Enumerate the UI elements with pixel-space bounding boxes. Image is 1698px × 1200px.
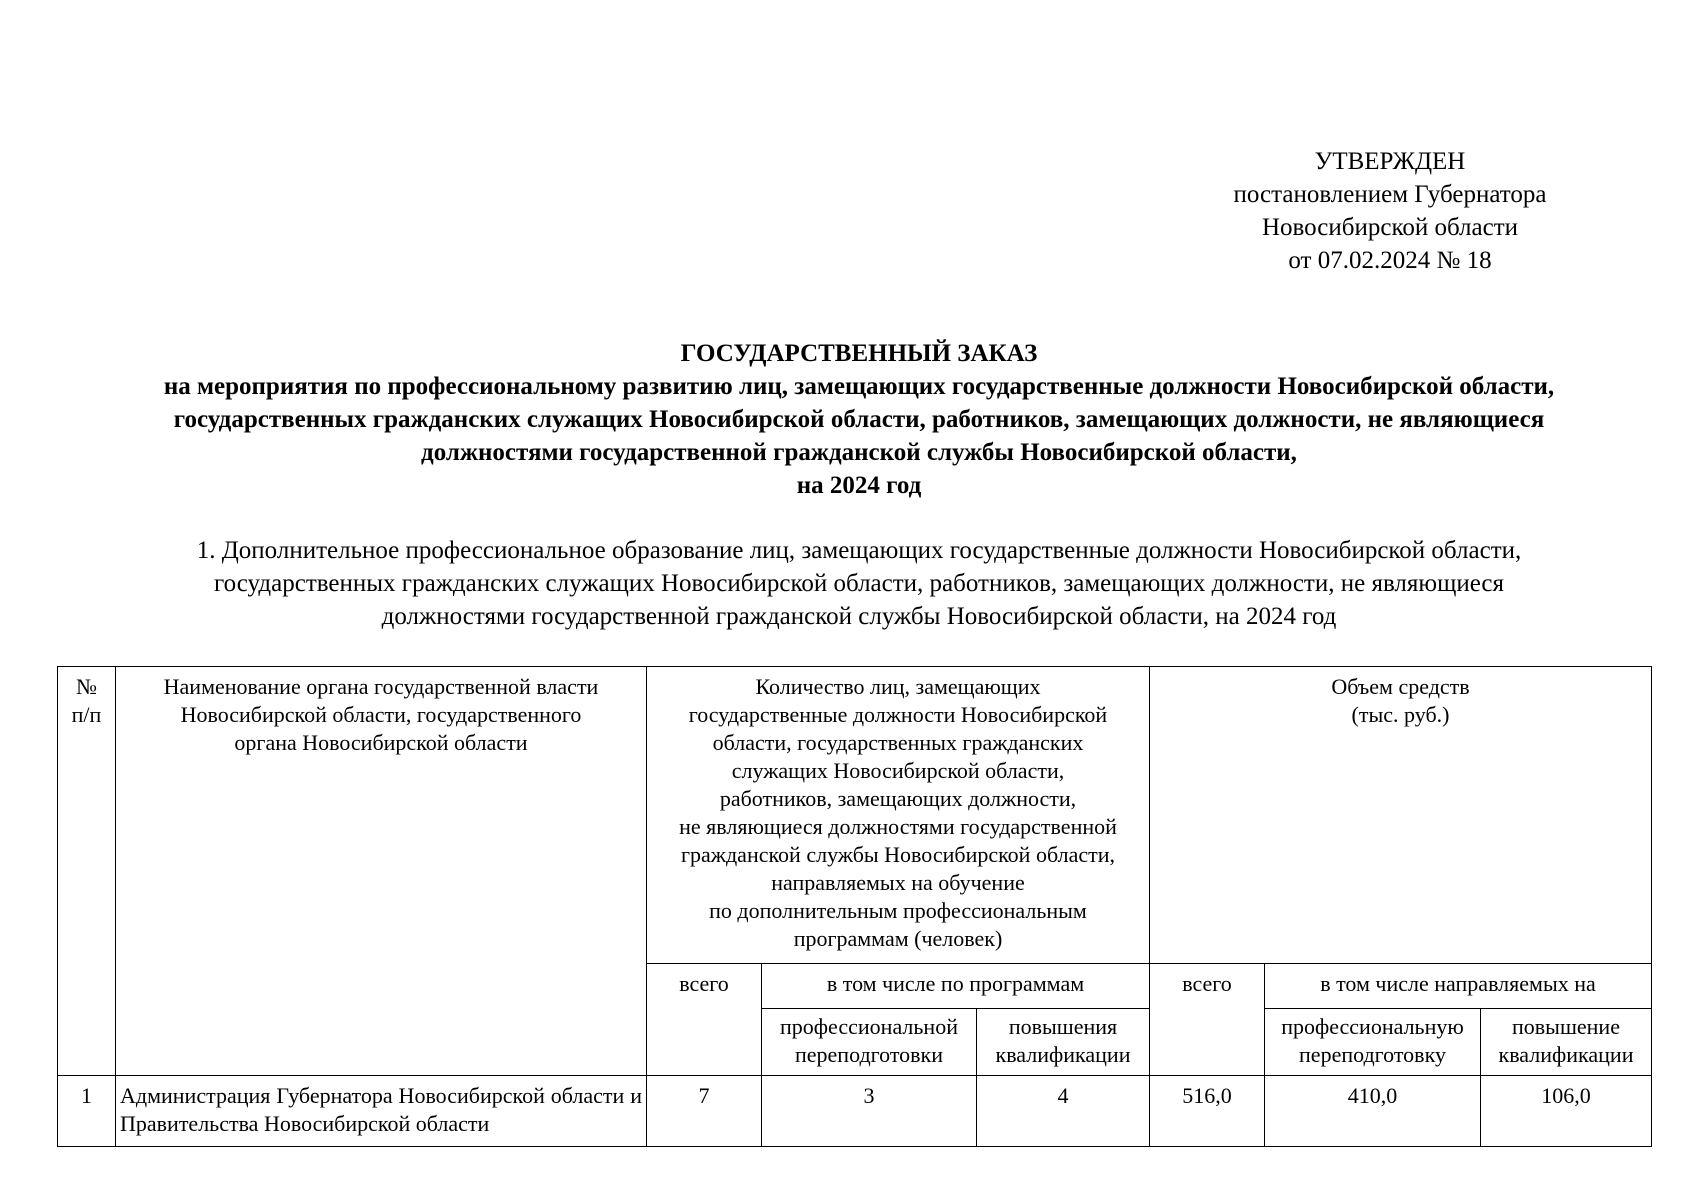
approval-line: Новосибирской области (1261, 214, 1519, 241)
header-funds: Объем средств (тыс. руб.) (1150, 667, 1652, 964)
header-funds-qualification: повышение квалификации (1481, 1009, 1652, 1076)
header-num: № п/п (58, 667, 116, 1076)
title-line: на мероприятия по профессиональному развитию лиц, замещающих государственные должности Новосибирской области, (163, 373, 1555, 400)
header-funds-incl: в том числе направляемых на (1265, 964, 1652, 1009)
header-org: Наименование органа государственной власти Новосибирской области, государственного органа Новосибирской области (116, 667, 647, 1076)
title-line: государственных гражданских служащих Новосибирской области, работников, замещающих должности, не являющиеся (173, 406, 1545, 433)
cell-count-total: 7 (647, 1076, 762, 1147)
document-title (40, 337, 1678, 502)
header-count: Количество лиц, замещающих государственные должности Новосибирской области, государственных гражданских служащих Новосибирской области, работников, замещающих должности, не являющиеся должностями государственной гражданской службы Новосибирской области, направляемых на обучение по дополнительным профессиональным программам (человек) (647, 667, 1150, 964)
header-count-qualification: повышения квалификации (977, 1009, 1150, 1076)
title-line: на 2024 год (796, 472, 922, 499)
approval-stamp (1160, 145, 1620, 277)
order-table (57, 666, 1652, 1147)
header-row (58, 667, 1652, 964)
cell-funds-qualification: 106,0 (1481, 1076, 1652, 1147)
title-line: должностями государственной гражданской службы Новосибирской области, (421, 439, 1297, 466)
section-line: государственных гражданских служащих Новосибирской области, работников, замещающих должности, не являющиеся (213, 570, 1505, 597)
cell-count-retraining: 3 (762, 1076, 977, 1147)
table-row (58, 1076, 1652, 1147)
cell-funds-retraining: 410,0 (1265, 1076, 1481, 1147)
header-count-total: всего (647, 964, 762, 1076)
cell-num: 1 (58, 1076, 116, 1147)
section-heading (40, 534, 1678, 633)
approval-line: от 07.02.2024 № 18 (1288, 247, 1492, 274)
header-count-retraining: профессиональной переподготовки (762, 1009, 977, 1076)
cell-org: Администрация Губернатора Новосибирской области и Правительства Новосибирской области (116, 1076, 647, 1147)
approval-line: УТВЕРЖДЕН (1314, 148, 1466, 175)
header-funds-total: всего (1150, 964, 1265, 1076)
header-funds-retraining: профессиональную переподготовку (1265, 1009, 1481, 1076)
header-count-incl: в том числе по программам (762, 964, 1150, 1009)
section-line: должностями государственной гражданской службы Новосибирской области, на 2024 год (381, 603, 1337, 630)
section-line: 1. Дополнительное профессиональное образование лиц, замещающих государственные должности Новосибирской области, (196, 537, 1522, 564)
cell-funds-total: 516,0 (1150, 1076, 1265, 1147)
title-line: ГОСУДАРСТВЕННЫЙ ЗАКАЗ (680, 340, 1038, 367)
cell-count-qualification: 4 (977, 1076, 1150, 1147)
approval-line: постановлением Губернатора (1233, 181, 1547, 208)
